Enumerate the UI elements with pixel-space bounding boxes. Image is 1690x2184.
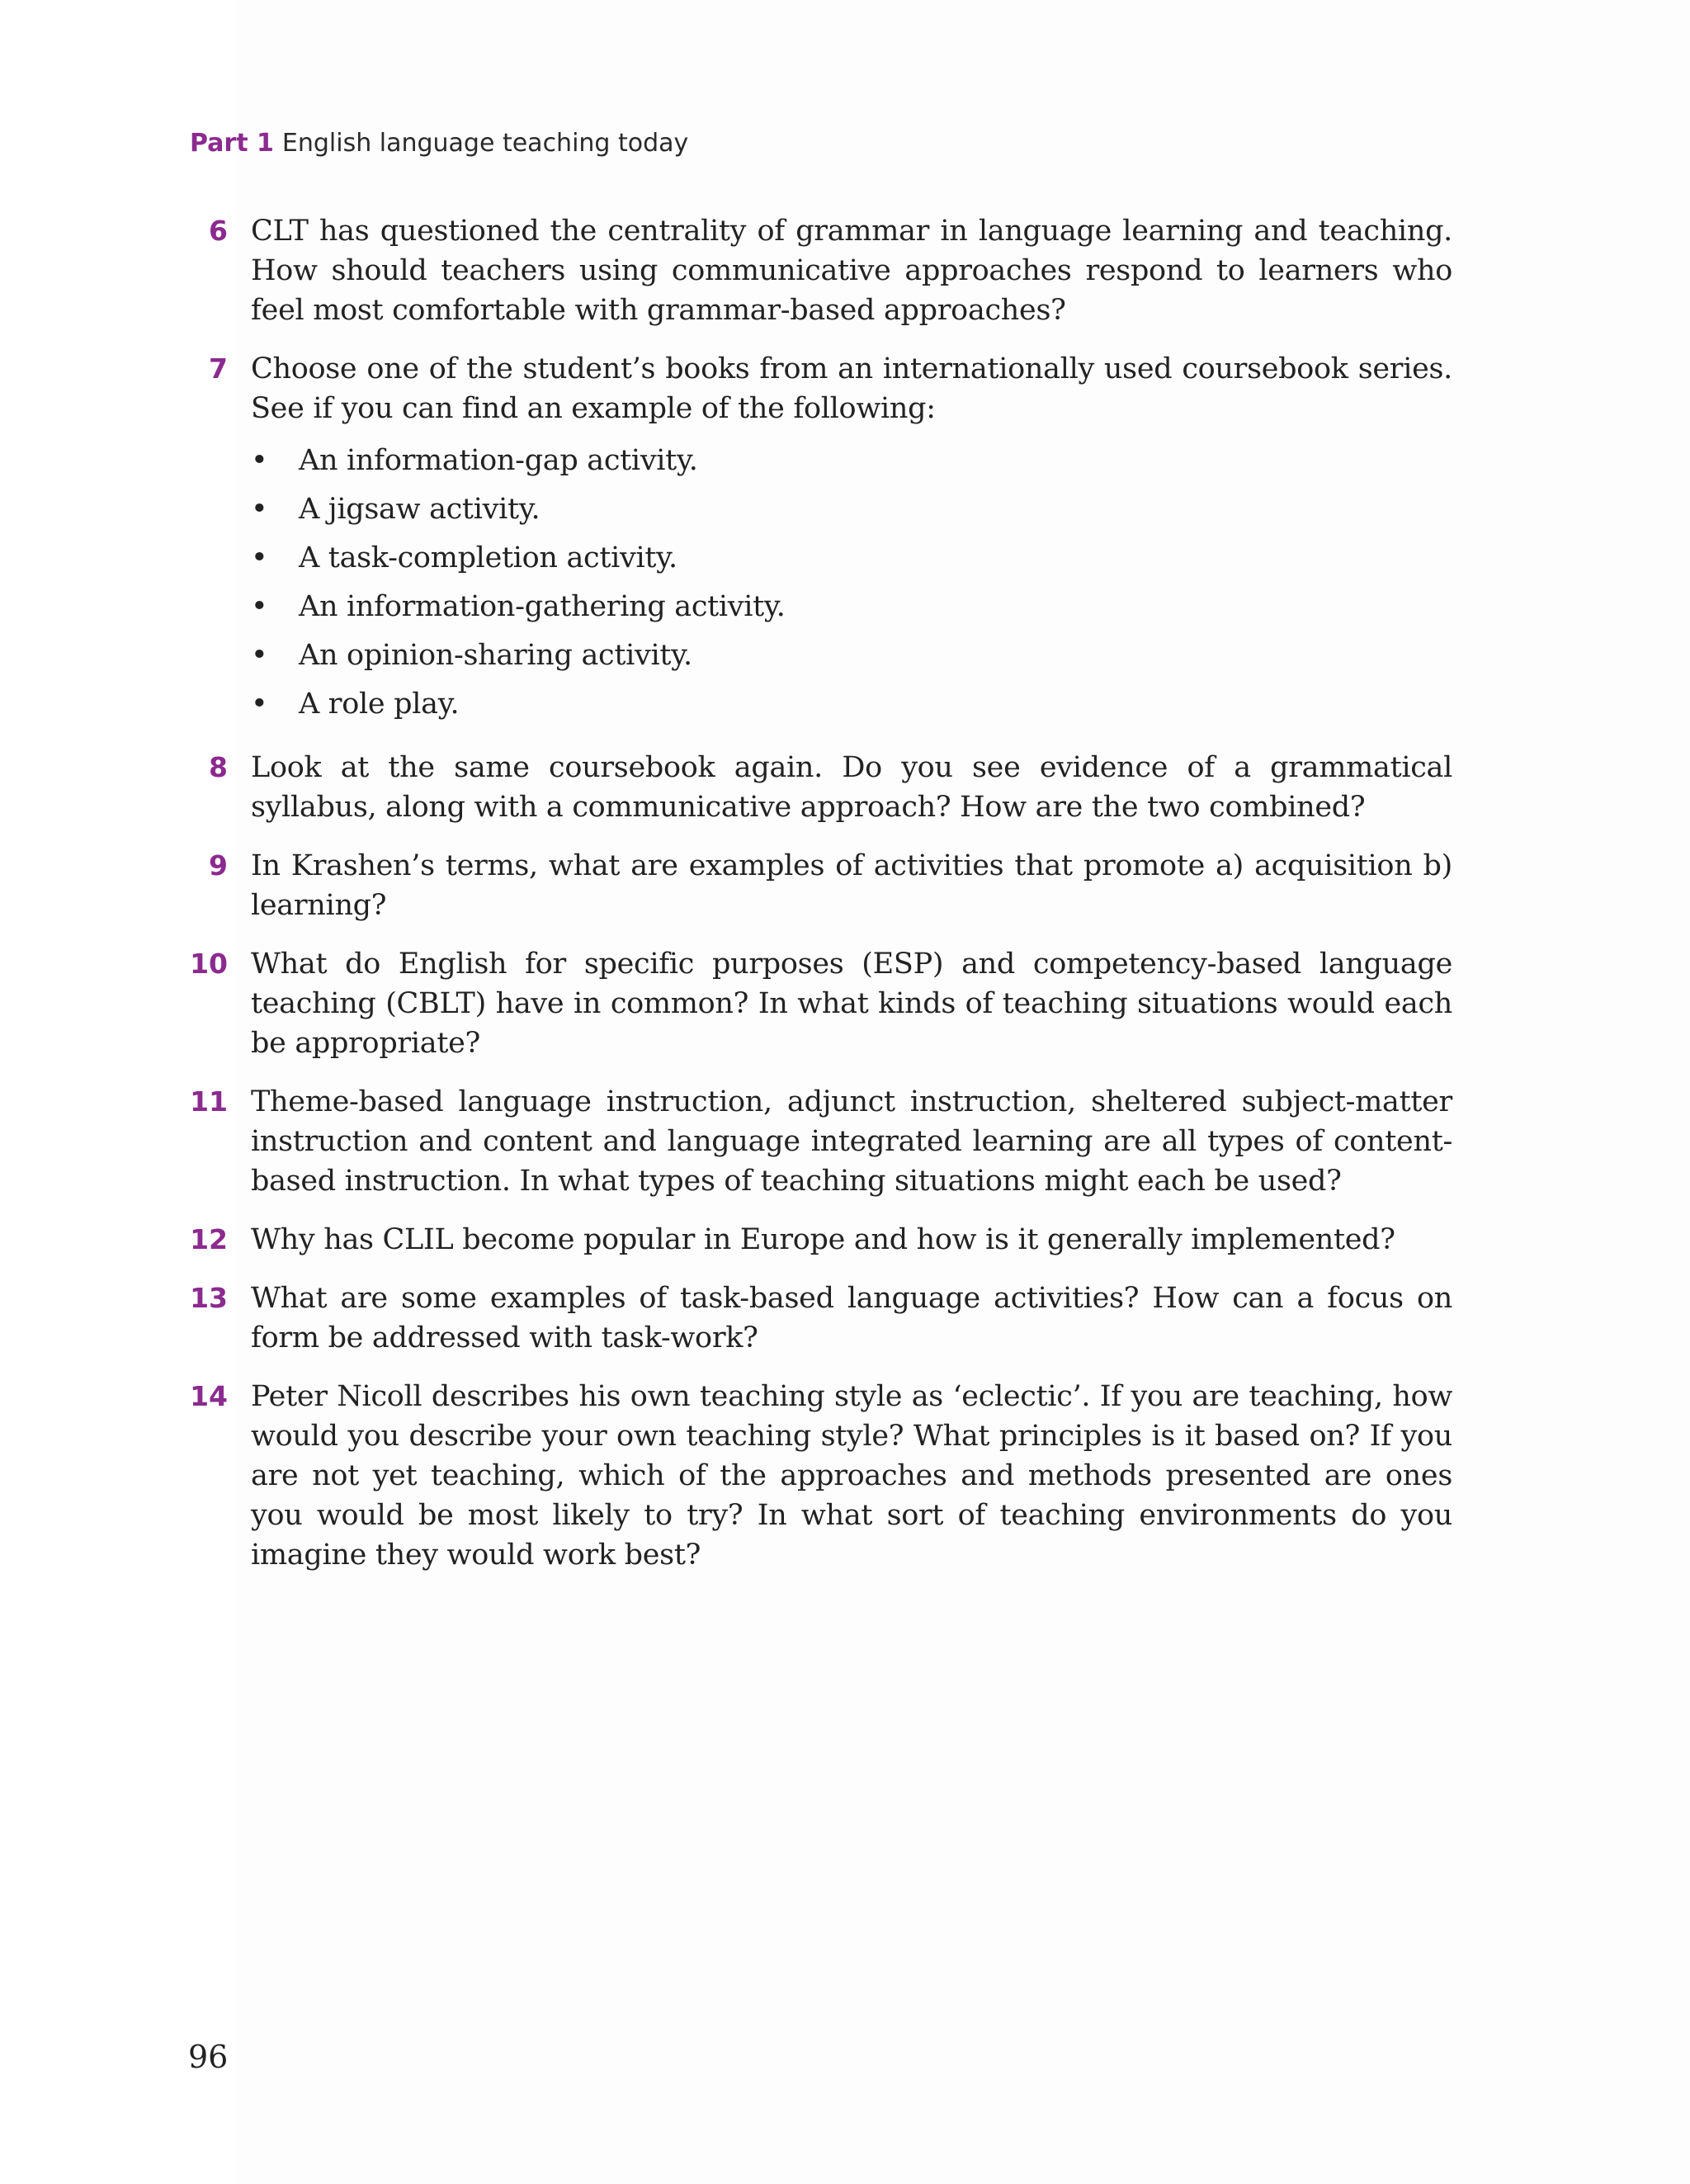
bullet-text: An opinion-sharing activity. (299, 639, 692, 672)
question-text: What are some examples of task-based language activities? How can a focus on form be addressed with task-work? (251, 1282, 1452, 1354)
bullet-icon: • (251, 590, 268, 623)
question-text: What do English for specific purposes (ESP) and competency-based language teaching (CBLT) have in common? In what kinds of teaching situations would each be appropriate? (251, 948, 1452, 1060)
question-number: 8 (209, 751, 228, 783)
bullet-item (251, 583, 1452, 631)
question-number: 12 (190, 1223, 228, 1255)
running-header (190, 125, 688, 162)
bullet-icon: • (251, 639, 268, 672)
question-number: 9 (209, 849, 228, 882)
part-label: Part 1 (190, 129, 274, 158)
bullet-icon: • (251, 493, 268, 526)
bullet-item (251, 680, 1452, 729)
question-item-11 (188, 1082, 1452, 1201)
bullet-icon: • (251, 444, 268, 477)
question-text: Peter Nicoll describes his own teaching style as ‘eclectic’. If you are teaching, how would you describe your own teaching style? What principles is it based on? If you are not yet teaching, which of the approaches and methods presented are ones you would be most likely to try? In what sort of teaching environments do you imagine they would work best? (251, 1380, 1452, 1572)
question-item-8 (188, 748, 1452, 827)
question-item-13 (188, 1279, 1452, 1358)
bullet-text: An information-gap activity. (299, 444, 698, 477)
question-number: 14 (190, 1380, 228, 1412)
question-number: 11 (190, 1085, 228, 1118)
bullet-text: An information-gathering activity. (299, 590, 786, 623)
bullet-item (251, 485, 1452, 534)
question-text: CLT has questioned the centrality of grammar in language learning and teaching. How should teachers using communicative approaches respond to learners who feel most comfortable with grammar-based approaches? (251, 215, 1452, 327)
question-item-14 (188, 1377, 1452, 1575)
question-item-9 (188, 846, 1452, 925)
bullet-icon: • (251, 688, 268, 721)
question-text: Choose one of the student’s books from an internationally used coursebook series. See if you can find an example of the following: (251, 352, 1452, 425)
bullet-text: A jigsaw activity. (299, 493, 541, 526)
bullet-text: A task-completion activity. (299, 541, 677, 574)
question-text: In Krashen’s terms, what are examples of activities that promote a) acquisition b) learning? (251, 849, 1452, 922)
bullet-item (251, 631, 1452, 680)
question-number: 7 (209, 352, 228, 385)
bullet-item (251, 437, 1452, 485)
question-item-10 (188, 944, 1452, 1063)
question-text: Look at the same coursebook again. Do you see evidence of a grammatical syllabus, along with a communicative approach? How are the two combined? (251, 751, 1452, 824)
question-number: 6 (209, 215, 228, 247)
bullet-icon: • (251, 541, 268, 574)
question-number: 13 (190, 1282, 228, 1314)
header-title: English language teaching today (281, 129, 689, 158)
bullet-list (251, 437, 1452, 729)
question-text: Theme-based language instruction, adjunct instruction, sheltered subject-matter instruction and content and language integrated learning are all types of content-based instruction. In what types of teaching situations might each be used? (251, 1085, 1452, 1198)
page-number: 96 (188, 2039, 229, 2075)
question-item-7 (188, 349, 1452, 729)
question-item-6 (188, 211, 1452, 330)
question-text: Why has CLIL become popular in Europe and how is it generally implemented? (251, 1223, 1395, 1256)
question-list (188, 211, 1452, 1594)
bullet-item (251, 534, 1452, 583)
question-number: 10 (190, 948, 228, 980)
bullet-text: A role play. (299, 688, 460, 721)
question-item-12 (188, 1220, 1452, 1260)
